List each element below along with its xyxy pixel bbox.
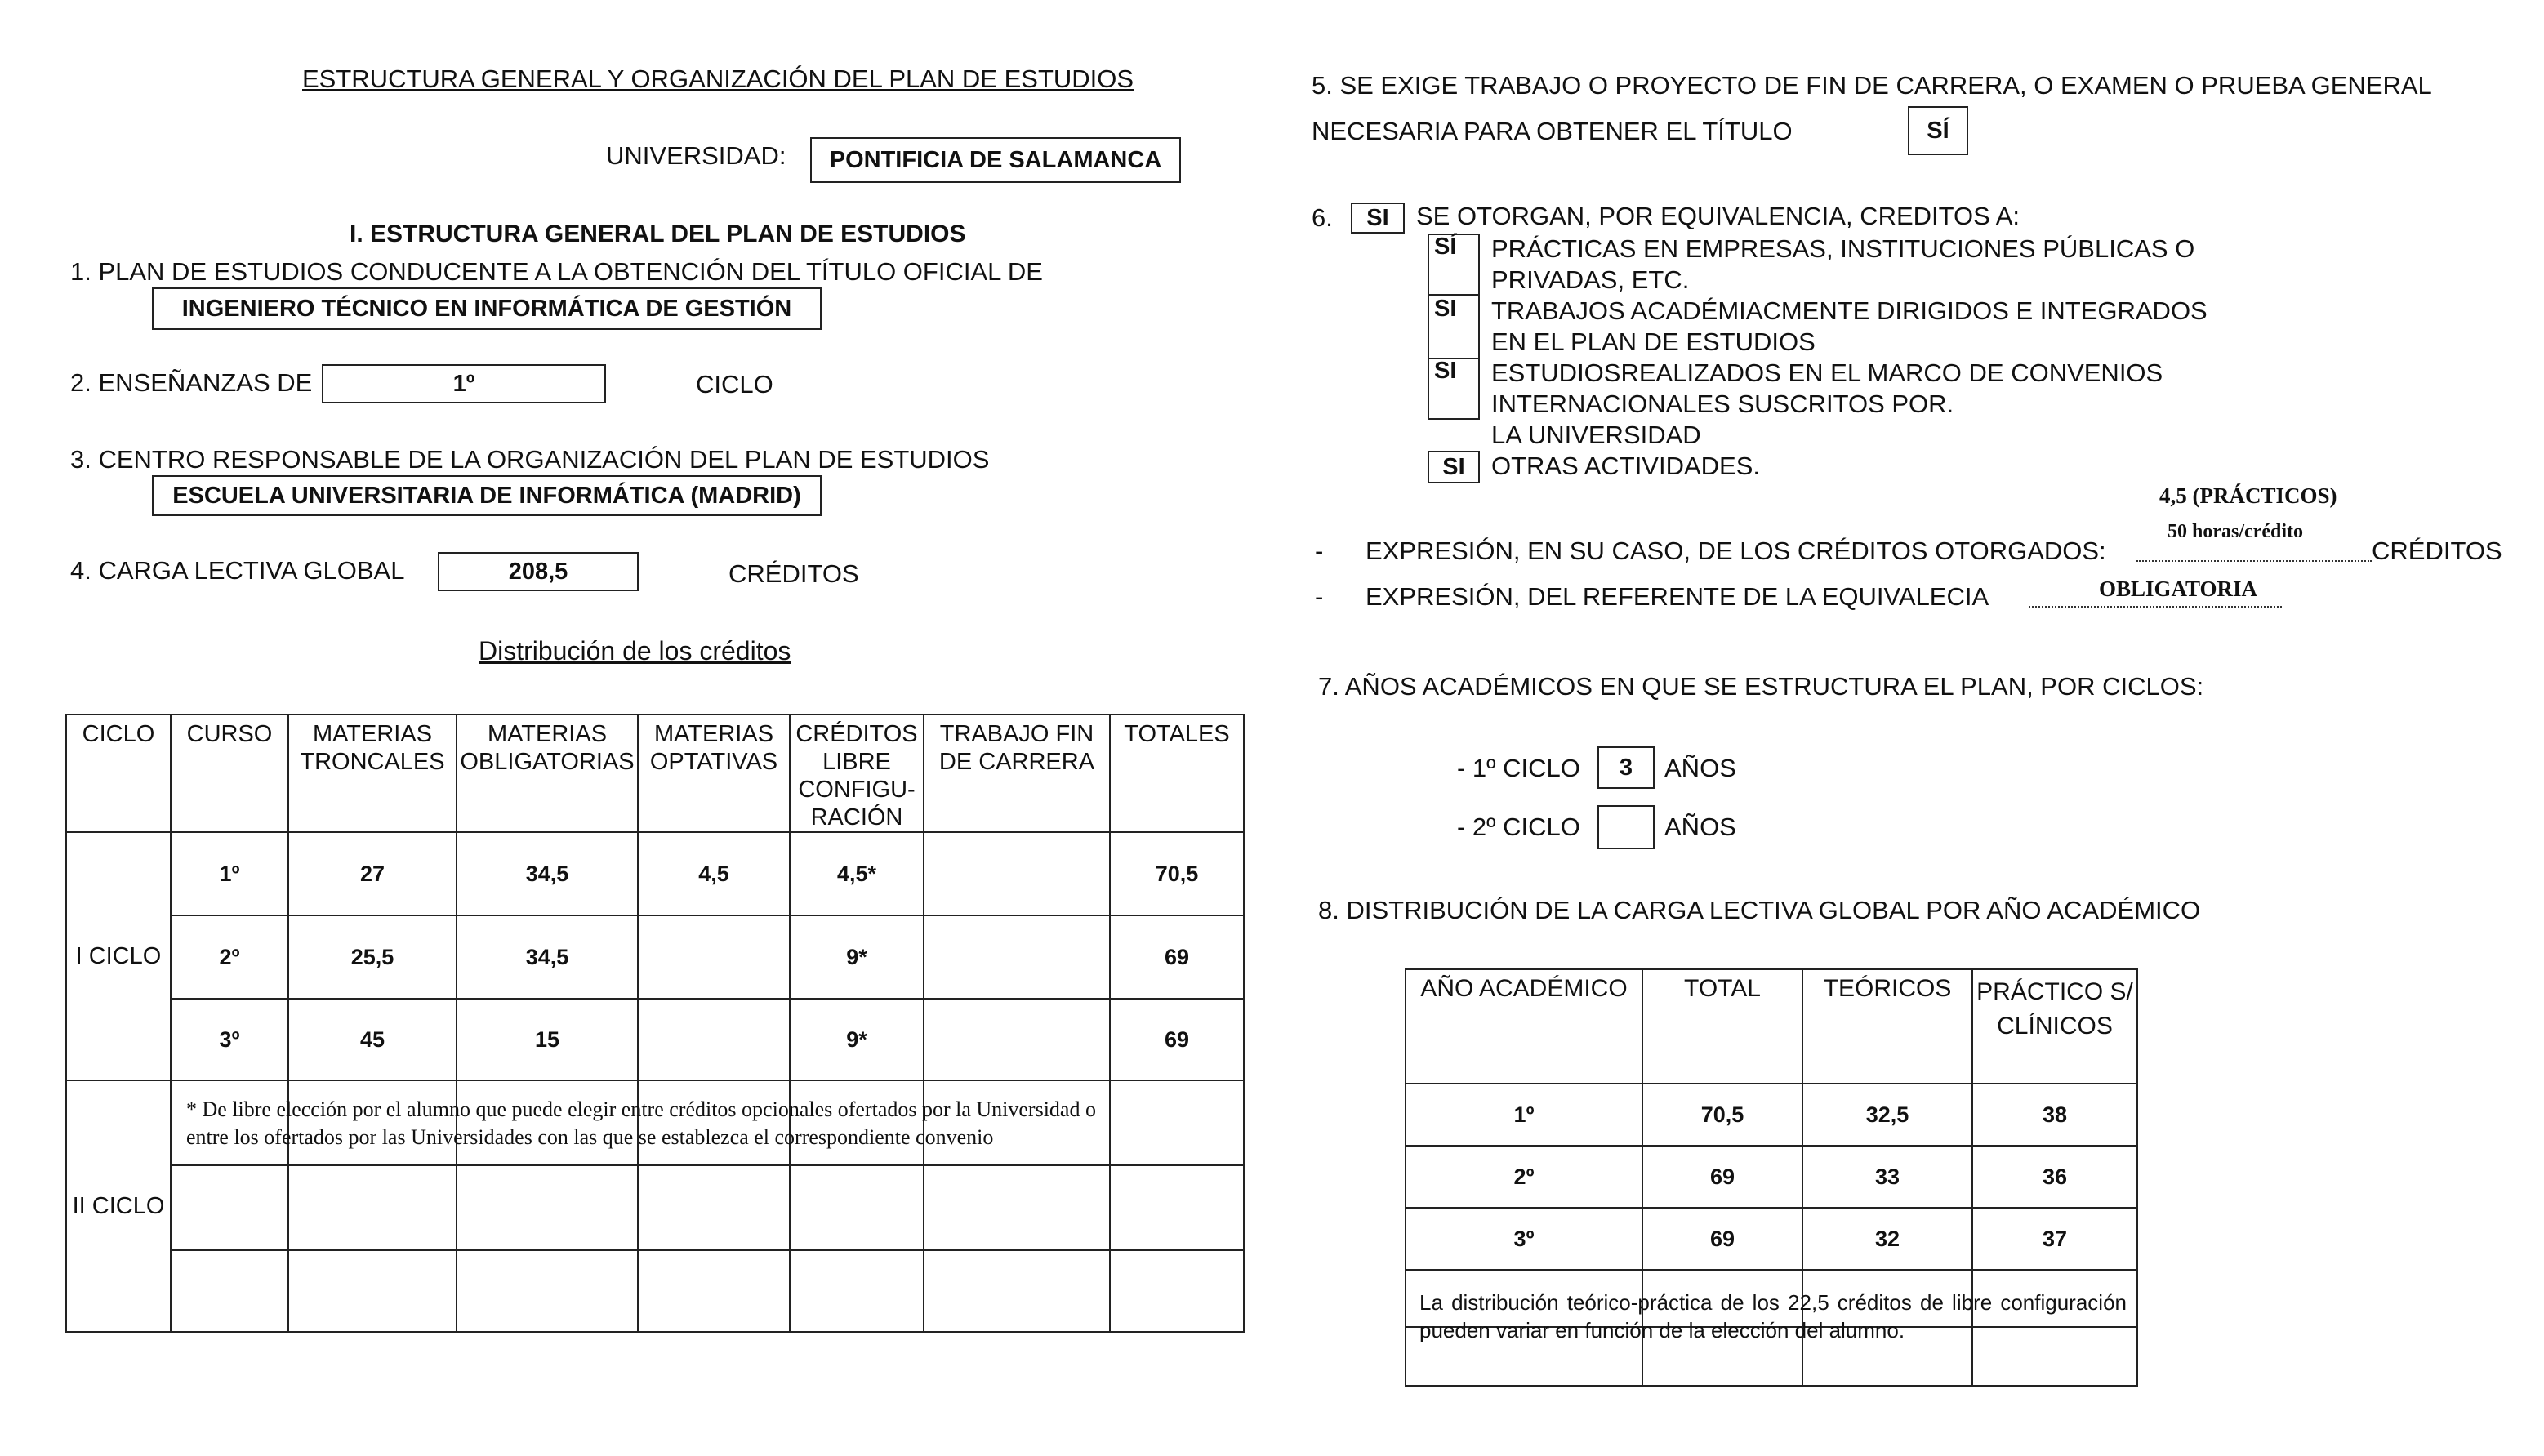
section6-item2-line2: EN EL PLAN DE ESTUDIOS bbox=[1491, 327, 1816, 356]
col-header-totales: TOTALES bbox=[1110, 715, 1244, 832]
table-cell bbox=[924, 999, 1110, 1080]
table-cell: 3º bbox=[1406, 1208, 1642, 1270]
expr1-dotted-fill bbox=[2136, 560, 2372, 562]
ciclo2-label: II CICLO bbox=[66, 1080, 171, 1332]
table-cell: 32,5 bbox=[1802, 1084, 1972, 1146]
section6-item1-line1: PRÁCTICAS EN EMPRESAS, INSTITUCIONES PÚBLICAS O bbox=[1491, 234, 2195, 263]
table-cell: 34,5 bbox=[457, 832, 638, 915]
table-cell: 33 bbox=[1802, 1146, 1972, 1208]
item2-value: 1º bbox=[452, 370, 475, 397]
section6-item3-line1: ESTUDIOSREALIZADOS EN EL MARCO DE CONVENIOS bbox=[1491, 358, 2163, 387]
section6-item4-box bbox=[1428, 451, 1480, 483]
item4-value-box bbox=[438, 552, 639, 591]
section6-main-box bbox=[1351, 203, 1405, 234]
table-cell: 27 bbox=[288, 832, 457, 915]
section7-anos-1: AÑOS bbox=[1664, 754, 1736, 782]
universidad-label: UNIVERSIDAD: bbox=[606, 141, 786, 170]
table-cell: 25,5 bbox=[288, 915, 457, 999]
item1-value: INGENIERO TÉCNICO EN INFORMÁTICA DE GESTIÓN bbox=[181, 295, 792, 322]
table-cell: 4,5* bbox=[790, 832, 924, 915]
section6-main-value: SI bbox=[1366, 204, 1389, 231]
table-cell: 9* bbox=[790, 915, 924, 999]
section7-anos-2: AÑOS bbox=[1664, 813, 1736, 841]
footnote-line-1: * De libre elección por el alumno que puede elegir entre créditos opcionales ofertados por la Universidad o bbox=[186, 1098, 1096, 1121]
table-cell: 32 bbox=[1802, 1208, 1972, 1270]
item4-suffix: CRÉDITOS bbox=[728, 559, 859, 588]
item2-suffix: CICLO bbox=[696, 370, 773, 399]
distribution-table bbox=[65, 714, 1245, 1333]
col-header-curso: CURSO bbox=[171, 715, 288, 832]
item3-label: 3. CENTRO RESPONSABLE DE LA ORGANIZACIÓN DEL PLAN DE ESTUDIOS bbox=[70, 445, 990, 474]
col-header-optativas: MATERIAS OPTATIVAS bbox=[638, 715, 790, 832]
expr2-dotted-fill bbox=[2029, 606, 2282, 608]
table-cell: 45 bbox=[288, 999, 457, 1080]
expr1-suffix: CRÉDITOS bbox=[2372, 537, 2502, 565]
section1-title: I. ESTRUCTURA GENERAL DEL PLAN DE ESTUDIOS bbox=[350, 220, 966, 247]
table-cell: 69 bbox=[1110, 999, 1244, 1080]
section7-ciclo2-box bbox=[1597, 805, 1655, 849]
universidad-value-box bbox=[810, 137, 1181, 183]
item3-value-box bbox=[152, 475, 822, 516]
practicos-note: 4,5 (PRÁCTICOS) bbox=[2159, 483, 2337, 508]
section7-ciclo1-box bbox=[1597, 746, 1655, 789]
section5-value-box bbox=[1908, 106, 1968, 155]
section7-ciclo1-value: 3 bbox=[1619, 754, 1633, 781]
col-header-practicos: PRÁCTICO S/ CLÍNICOS bbox=[1972, 969, 2137, 1084]
expr2-label: EXPRESIÓN, DEL REFERENTE DE LA EQUIVALECIA bbox=[1366, 582, 1989, 611]
col-header-trabajo: TRABAJO FIN DE CARRERA bbox=[924, 715, 1110, 832]
table-cell: 69 bbox=[1642, 1146, 1802, 1208]
table-cell bbox=[924, 832, 1110, 915]
distribution-title: Distribución de los créditos bbox=[479, 636, 791, 666]
table-cell: 2º bbox=[171, 915, 288, 999]
section6-item1-line2: PRIVADAS, ETC. bbox=[1491, 265, 1690, 294]
col-header-ano: AÑO ACADÉMICO bbox=[1406, 969, 1642, 1084]
table-cell: 3º bbox=[171, 999, 288, 1080]
expr1-dash: - bbox=[1315, 537, 1324, 565]
col-header-obligatorias: MATERIAS OBLIGATORIAS bbox=[457, 715, 638, 832]
section7-ciclo2-label: - 2º CICLO bbox=[1457, 813, 1580, 841]
table-cell bbox=[638, 915, 790, 999]
item4-label: 4. CARGA LECTIVA GLOBAL bbox=[70, 556, 405, 585]
ciclo1-label: I CICLO bbox=[66, 832, 171, 1080]
carga-table-note: La distribución teórico-práctica de los 22,5 créditos de libre configuración pueden variar en función de la elección del alumno. bbox=[1419, 1290, 2127, 1342]
table-cell: 37 bbox=[1972, 1208, 2137, 1270]
section5-line2: NECESARIA PARA OBTENER EL TÍTULO bbox=[1312, 117, 1793, 145]
section7-title: 7. AÑOS ACADÉMICOS EN QUE SE ESTRUCTURA EL PLAN, POR CICLOS: bbox=[1318, 672, 2204, 701]
col-header-ciclo: CICLO bbox=[66, 715, 171, 832]
table-cell: 69 bbox=[1110, 915, 1244, 999]
section8-title: 8. DISTRIBUCIÓN DE LA CARGA LECTIVA GLOBAL POR AÑO ACADÉMICO bbox=[1318, 896, 2201, 924]
section6-item3-line3: LA UNIVERSIDAD bbox=[1491, 421, 1701, 449]
section6-item3-value: SI bbox=[1434, 358, 1457, 384]
table-cell: 69 bbox=[1642, 1208, 1802, 1270]
expr2-dash: - bbox=[1315, 582, 1324, 611]
table-cell bbox=[638, 999, 790, 1080]
section6-item4-value: SI bbox=[1442, 453, 1465, 480]
table-cell: 38 bbox=[1972, 1084, 2137, 1146]
section6-item1-value: SÍ bbox=[1434, 234, 1457, 260]
table-cell: 4,5 bbox=[638, 832, 790, 915]
table-cell bbox=[924, 915, 1110, 999]
distribution-footnote bbox=[186, 1096, 1096, 1151]
section5-line1: 5. SE EXIGE TRABAJO O PROYECTO DE FIN DE CARRERA, O EXAMEN O PRUEBA GENERAL bbox=[1312, 71, 2432, 100]
section6-item3-line2: INTERNACIONALES SUSCRITOS POR. bbox=[1491, 390, 1954, 418]
item1-value-box bbox=[152, 287, 822, 330]
table-cell: 2º bbox=[1406, 1146, 1642, 1208]
universidad-value: PONTIFICIA DE SALAMANCA bbox=[829, 146, 1162, 173]
item4-value: 208,5 bbox=[508, 558, 568, 585]
section6-main-text: SE OTORGAN, POR EQUIVALENCIA, CREDITOS A: bbox=[1416, 202, 2020, 230]
section6-item4-line1: OTRAS ACTIVIDADES. bbox=[1491, 452, 1761, 480]
col-header-libre: CRÉDITOS LIBRE CONFIGU-RACIÓN bbox=[790, 715, 924, 832]
section7-ciclo1-label: - 1º CICLO bbox=[1457, 754, 1580, 782]
footnote-line-2: entre los ofertados por las Universidades con las que se establezca el correspondiente convenio bbox=[186, 1125, 994, 1149]
col-header-total: TOTAL bbox=[1642, 969, 1802, 1084]
col-header-troncales: MATERIAS TRONCALES bbox=[288, 715, 457, 832]
table-cell: 36 bbox=[1972, 1146, 2137, 1208]
document-title: ESTRUCTURA GENERAL Y ORGANIZACIÓN DEL PLAN DE ESTUDIOS bbox=[302, 65, 1134, 93]
section6-items-box bbox=[1428, 234, 1480, 420]
expr1-label: EXPRESIÓN, EN SU CASO, DE LOS CRÉDITOS OTORGADOS: bbox=[1366, 537, 2106, 565]
item3-value: ESCUELA UNIVERSITARIA DE INFORMÁTICA (MADRID) bbox=[172, 482, 801, 509]
col-header-teoricos: TEÓRICOS bbox=[1802, 969, 1972, 1084]
section6-item2-line1: TRABAJOS ACADÉMIACMENTE DIRIGIDOS E INTEGRADOS bbox=[1491, 296, 2208, 325]
table-cell: 15 bbox=[457, 999, 638, 1080]
item2-label: 2. ENSEÑANZAS DE bbox=[70, 368, 313, 397]
table-cell: 70,5 bbox=[1642, 1084, 1802, 1146]
table-cell: 34,5 bbox=[457, 915, 638, 999]
section6-number: 6. bbox=[1312, 203, 1333, 232]
horas-note: 50 horas/crédito bbox=[2168, 521, 2303, 542]
table-cell: 1º bbox=[1406, 1084, 1642, 1146]
expr2-value: OBLIGATORIA bbox=[2099, 577, 2258, 601]
table-cell: 1º bbox=[171, 832, 288, 915]
item1-label: 1. PLAN DE ESTUDIOS CONDUCENTE A LA OBTENCIÓN DEL TÍTULO OFICIAL DE bbox=[70, 257, 1043, 286]
table-cell: 70,5 bbox=[1110, 832, 1244, 915]
section5-value: SÍ bbox=[1927, 117, 1949, 144]
table-cell: 9* bbox=[790, 999, 924, 1080]
item2-value-box bbox=[322, 364, 606, 403]
section6-item2-value: SI bbox=[1434, 296, 1457, 322]
